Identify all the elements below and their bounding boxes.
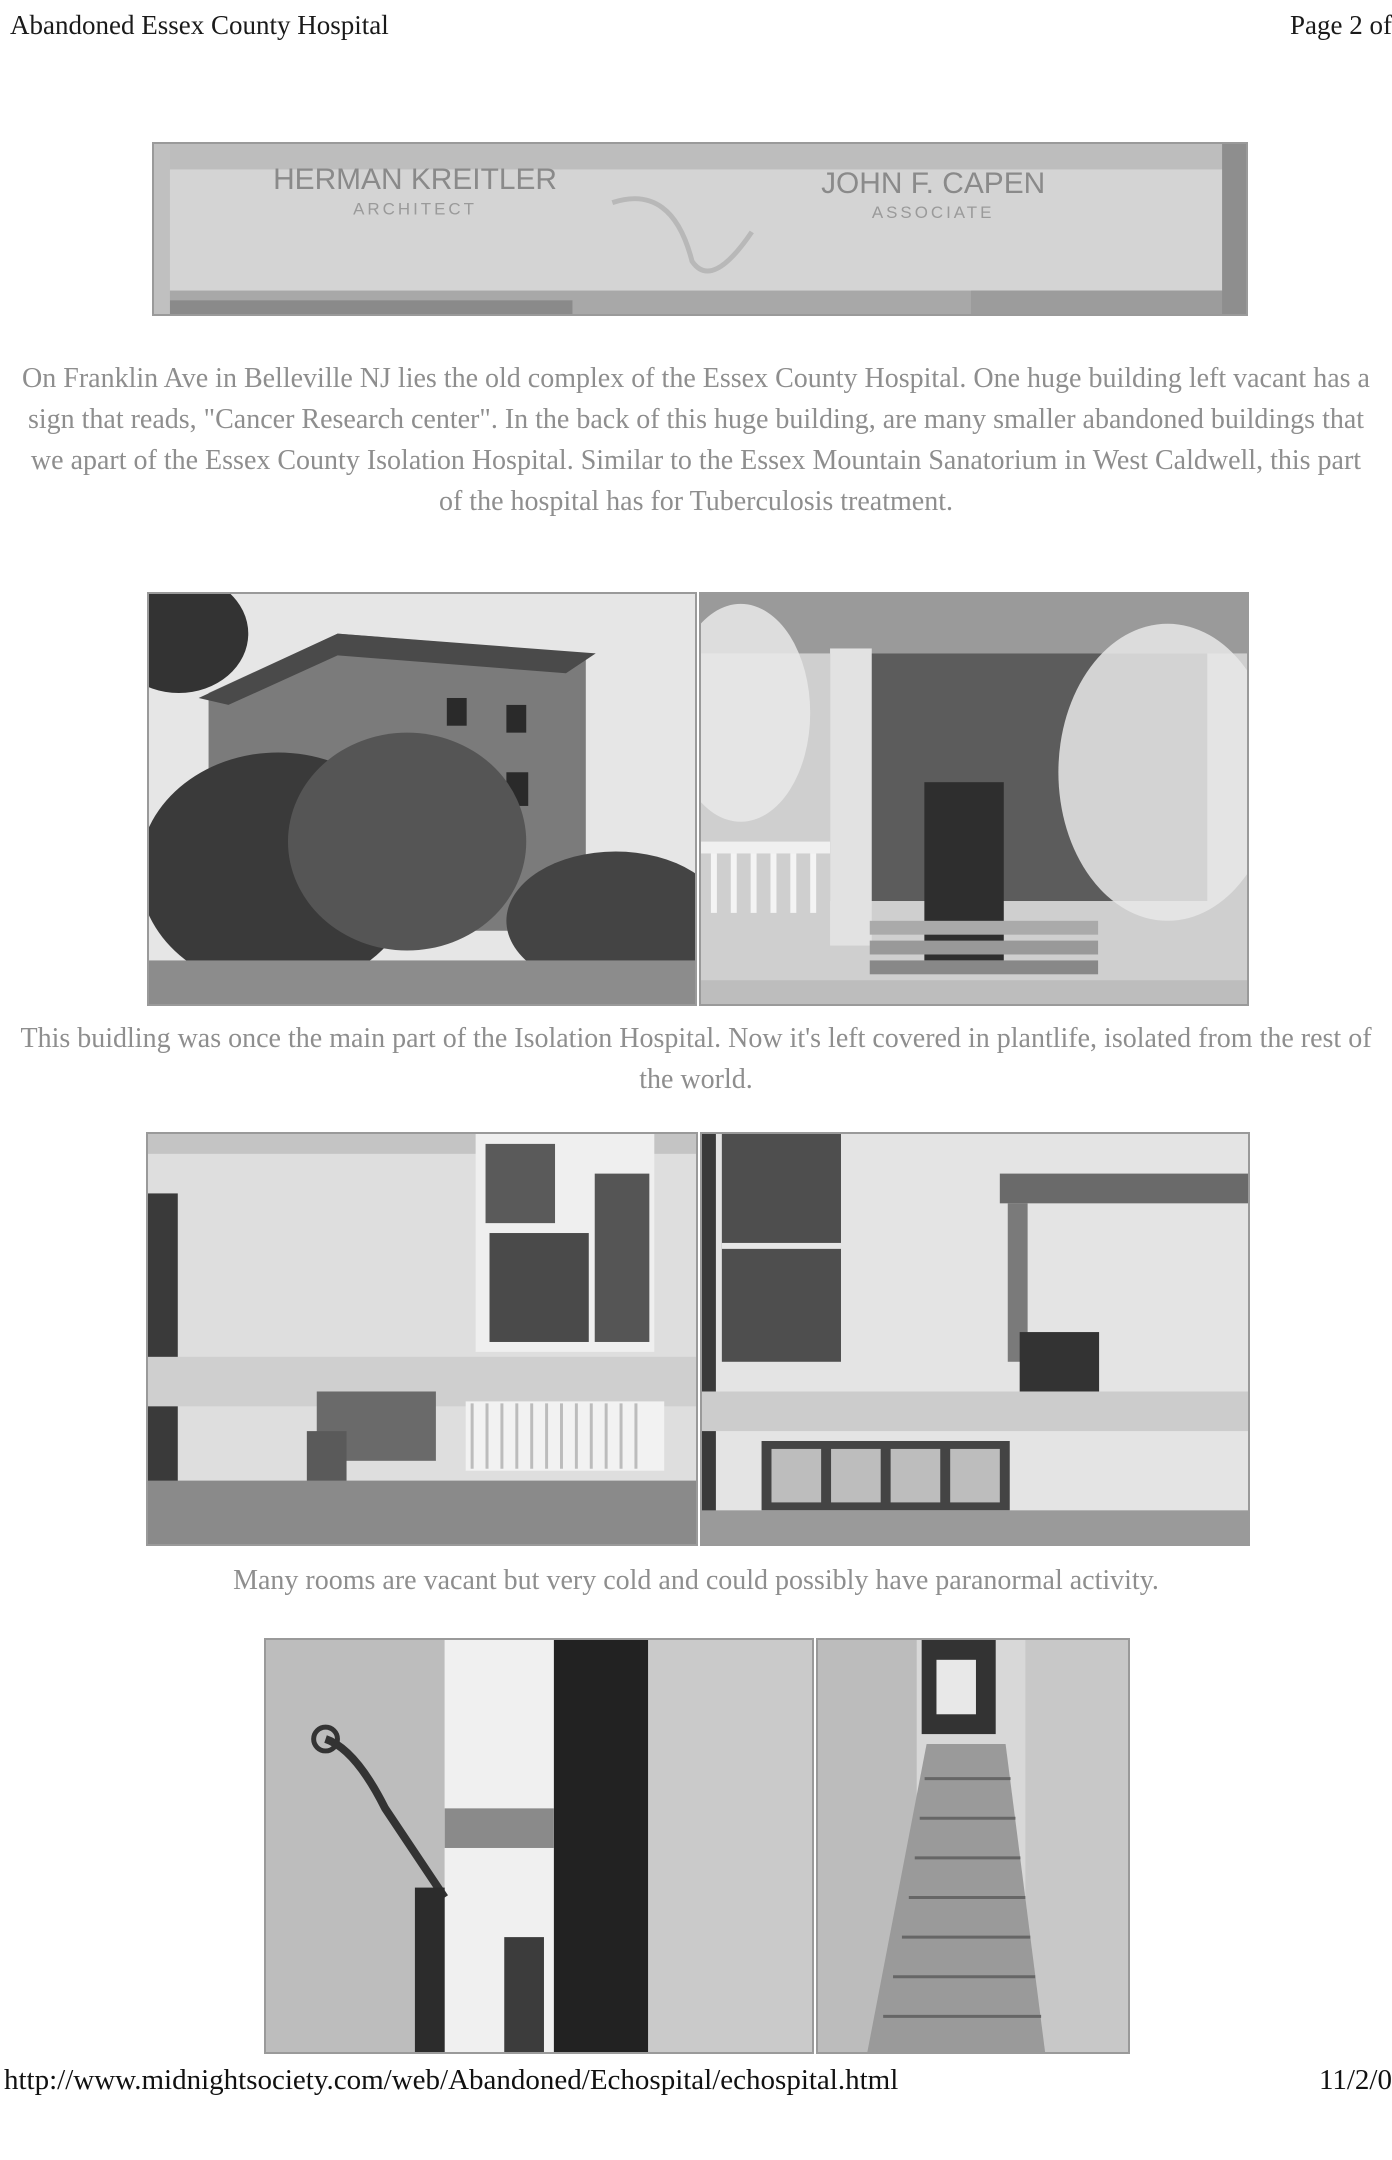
sign-right-role: ASSOCIATE — [871, 203, 995, 223]
porch-entrance-photo — [699, 592, 1249, 1006]
vacant-room-bench-photo — [700, 1132, 1250, 1546]
rooms-caption: Many rooms are vacant but very cold and could possibly have paranormal activity. — [233, 1565, 1159, 1596]
stairwell-handrail-photo — [264, 1638, 814, 2054]
intro-caption: On Franklin Ave in Belleville NJ lies the old complex of the Essex County Hospital. One huge building left vacant has a sign that reads, "Cancer Research center". In the back of this huge building, are many smaller abandoned buildings that we apart of the Essex County Isolation Hospital. Similar to the Essex Mountain Sanatorium in West Caldwell, this part of the hospital has for Tuberculosis treatment. — [22, 363, 1370, 517]
page-number: Page 2 of — [1290, 10, 1392, 40]
architect-sign-photo — [152, 142, 1248, 316]
exterior-building-photo — [147, 592, 697, 1006]
sign-left-role: ARCHITECT — [353, 199, 477, 219]
stairwell-steps-image — [818, 1640, 1128, 2052]
stairwell-handrail-image — [266, 1640, 812, 2052]
vacant-room-window-photo — [146, 1132, 698, 1546]
porch-entrance-image — [701, 594, 1247, 1004]
sign-right-name: JOHN F. CAPEN — [821, 167, 1046, 200]
print-date: 11/2/0 — [1318, 2064, 1392, 2096]
vacant-room-bench-image — [702, 1134, 1248, 1544]
vacant-room-window-image — [148, 1134, 696, 1544]
exterior-building-image — [149, 594, 695, 1004]
exterior-caption: This buidling was once the main part of the Isolation Hospital. Now it's left covered in plantlife, isolated from the rest of the world. — [20, 1023, 1372, 1095]
sign-left-name: HERMAN KREITLER — [273, 163, 558, 196]
stairwell-steps-photo — [816, 1638, 1130, 2054]
source-url: http://www.midnightsociety.com/web/Abandoned/Echospital/echospital.html — [4, 2064, 899, 2096]
architect-sign-image — [154, 144, 1246, 314]
page-title: Abandoned Essex County Hospital — [10, 10, 389, 40]
page-header — [10, 10, 1392, 50]
page-footer — [0, 2064, 1392, 2104]
